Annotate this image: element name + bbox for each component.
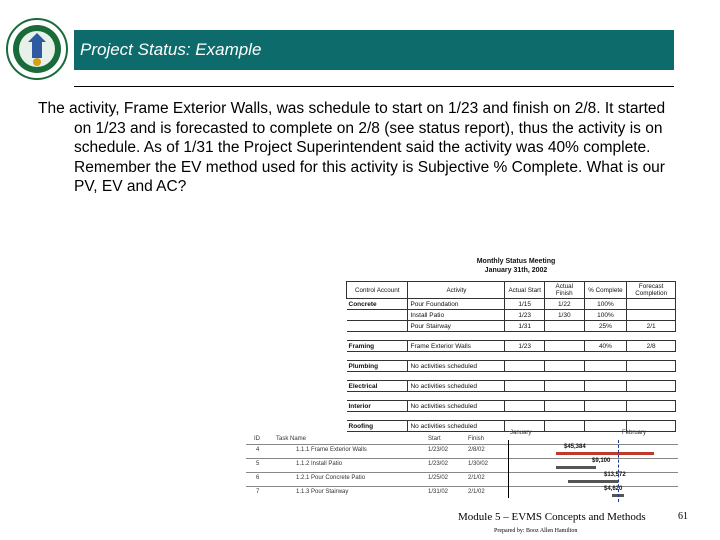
- header-percent-complete: % Complete: [584, 282, 627, 299]
- table-row: 4 1.1.1 Frame Exterior Walls 1/23/02 2/8/02 $45,384: [246, 444, 678, 459]
- activity-cell: No activities scheduled: [408, 381, 505, 392]
- gantt-amount: $9,100: [592, 458, 611, 464]
- account-concrete: Concrete: [347, 299, 408, 310]
- activity-cell: No activities scheduled: [408, 361, 505, 372]
- header-forecast-completion: Forecast Completion: [627, 282, 676, 299]
- activity-cell: Install Patio: [408, 310, 505, 321]
- status-report: [346, 257, 676, 430]
- footer-module: Module 5 – EVMS Concepts and Methods: [458, 511, 646, 523]
- start-cell: 1/23: [505, 310, 545, 321]
- gantt-bar: [556, 452, 654, 455]
- title-divider: [74, 86, 674, 87]
- table-row: 5 1.1.2 Install Patio 1/23/02 1/30/02 $9,100: [246, 458, 678, 473]
- table-row: [347, 321, 676, 332]
- activity-cell: Pour Stairway: [408, 321, 505, 332]
- gantt-col-id: ID: [254, 436, 260, 442]
- account-framing: Framing: [347, 341, 408, 352]
- account-interior: Interior: [347, 401, 408, 412]
- footer-prepared-by: Prepared by: Booz Allen Hamilton: [494, 528, 578, 534]
- account-plumbing: Plumbing: [347, 361, 408, 372]
- gantt-col-finish: Finish: [468, 436, 485, 442]
- status-header-row: [347, 282, 676, 299]
- header-activity: Activity: [408, 282, 505, 299]
- table-row: [347, 310, 676, 321]
- report-title-line1: Monthly Status Meeting: [476, 258, 556, 265]
- forecast-cell: 2/1: [627, 321, 676, 332]
- status-table: [346, 281, 676, 432]
- table-row: [347, 401, 676, 412]
- gantt-bar: [556, 466, 596, 469]
- start-cell: 1/23: [505, 341, 545, 352]
- activity-cell: Frame Exterior Walls: [408, 341, 505, 352]
- header-actual-start: Actual Start: [505, 282, 545, 299]
- percent-cell: 100%: [584, 299, 627, 310]
- gantt-amount: $45,384: [564, 444, 586, 450]
- forecast-cell: 2/8: [627, 341, 676, 352]
- percent-cell: 100%: [584, 310, 627, 321]
- header-actual-finish: Actual Finish: [545, 282, 585, 299]
- finish-cell: [545, 321, 585, 332]
- body-paragraph: The activity, Frame Exterior Walls, was schedule to start on 1/23 and finish on 2/8. It started on 1/23 and is forecasted to complete on 2/8 (see status report), thus the activity is on schedule. As of 1/31 the Project Superintendent said the activity was 40% complete. Remember the EV method used for this activity is Subjective % Complete. What is our PV, EV and AC?: [38, 100, 666, 195]
- percent-cell: 40%: [584, 341, 627, 352]
- table-row: [347, 381, 676, 392]
- gantt-header-row: [246, 430, 678, 445]
- gantt-start-line: [508, 440, 509, 498]
- report-title-line2: January 31th, 2002: [484, 267, 548, 274]
- activity-cell: No activities scheduled: [408, 421, 505, 432]
- account-roofing: Roofing: [347, 421, 408, 432]
- percent-cell: 25%: [584, 321, 627, 332]
- report-title: [446, 257, 586, 275]
- forecast-cell: [627, 299, 676, 310]
- slide-title: Project Status: Example: [80, 40, 262, 59]
- body-text: [38, 99, 678, 197]
- table-row: 6 1.2.1 Pour Concrete Patio 1/25/02 2/1/02 $13,572: [246, 472, 678, 487]
- gantt-month-january: January: [510, 430, 532, 436]
- finish-cell: 1/22: [545, 299, 585, 310]
- gantt-excerpt: [246, 430, 678, 500]
- gantt-amount: $13,572: [604, 472, 626, 478]
- slide-title-bar: [74, 30, 674, 70]
- gantt-col-task: Task Name: [276, 436, 307, 442]
- table-row: 7 1.1.3 Pour Stairway 1/31/02 2/1/02 $4,620: [256, 486, 623, 495]
- doe-seal-icon: [6, 18, 68, 80]
- forecast-cell: [627, 310, 676, 321]
- account-electrical: Electrical: [347, 381, 408, 392]
- table-row: [347, 341, 676, 352]
- gantt-bar: [568, 480, 618, 483]
- page-number: 61: [678, 511, 688, 522]
- table-row: [347, 361, 676, 372]
- activity-cell: No activities scheduled: [408, 401, 505, 412]
- gantt-amount: $4,620: [604, 486, 623, 492]
- gantt-col-start: Start: [428, 436, 441, 442]
- gantt-month-february: February: [622, 430, 647, 436]
- start-cell: 1/15: [505, 299, 545, 310]
- header-control-account: Control Account: [347, 282, 408, 299]
- start-cell: 1/31: [505, 321, 545, 332]
- gantt-status-date-line: [618, 440, 619, 502]
- finish-cell: 1/30: [545, 310, 585, 321]
- activity-cell: Pour Foundation: [408, 299, 505, 310]
- finish-cell: [545, 341, 585, 352]
- table-row: [347, 299, 676, 310]
